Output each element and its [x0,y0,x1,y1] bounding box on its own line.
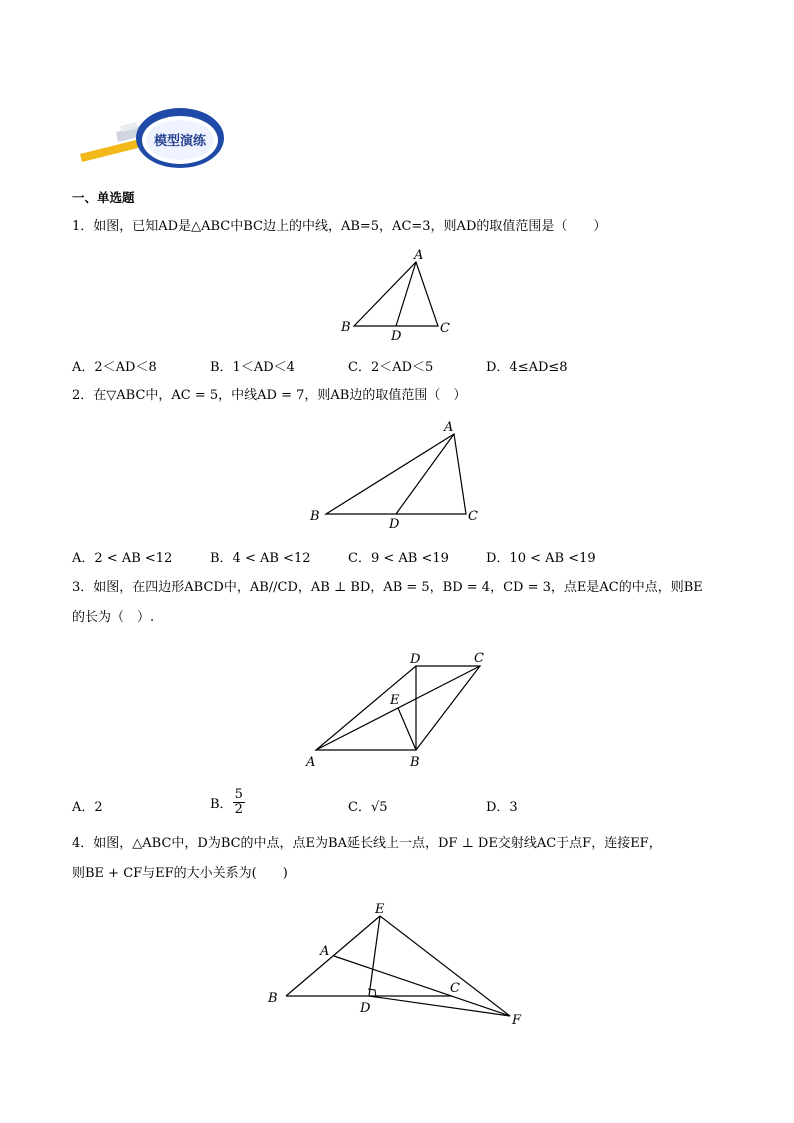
q4-stem-line2: 则BE + CF与EF的大小关系为( ) [72,866,288,881]
q4-stem-line1: 4．如图，△ABC中，D为BC的中点，点E为BA延长线上一点，DF ⊥ DE交射线AC于点F，连接EF， [72,836,662,851]
q4-label-c: C [450,981,460,996]
q3-label-e: E [390,693,400,708]
q3-label-c: C [474,651,484,666]
q3-segment-be [398,708,416,750]
q1-label-c: C [440,321,450,336]
q1-stem: 1．如图，已知AD是△ABC中BC边上的中线，AB=5，AC=3，则AD的取值范围是（ ） [72,219,607,234]
q4-label-f: F [512,1013,522,1028]
q3-option-b-prefix: B． [210,797,233,812]
q4-segment-ef [380,916,510,1016]
badge-text: 模型演练 [153,134,207,149]
q3-option-b-numerator: 5 [234,787,243,802]
q3-label-a: A [306,755,316,770]
q4-label-d: D [360,1001,371,1016]
q2-option-b[interactable]: B．4 < AB <12 [210,551,311,566]
q4-segment-de [369,916,380,996]
q4-line-be [286,916,380,996]
q2-label-d: D [389,517,400,532]
q1-label-b: B [341,320,351,335]
q2-option-d[interactable]: D．10 < AB <19 [486,551,596,566]
q4-label-b: B [268,991,278,1006]
pencil-icon [80,122,142,162]
q4-label-e: E [375,902,385,917]
q3-stem-line1: 3．如图，在四边形ABCD中，AB//CD，AB ⊥ BD，AB = 5，BD = 4，CD = 3，点E是AC的中点，则BE [72,580,703,595]
q3-stem-line2: 的长为（ ）. [72,610,155,625]
q3-option-b-denominator: 2 [234,802,243,817]
q3-option-d[interactable]: D．3 [486,800,518,815]
section-title: 一、单选题 [72,190,135,205]
q3-label-d: D [410,652,421,667]
q2-option-c[interactable]: C．9 < AB <19 [348,551,449,566]
q1-triangle-abc [354,262,438,326]
q2-label-a: A [444,420,454,435]
q3-option-b[interactable] [210,788,245,817]
q3-option-b-fraction [233,788,245,817]
q4-figure [262,898,532,1032]
badge-circle [136,108,224,168]
q1-label-d: D [391,329,402,342]
q2-label-b: B [310,509,320,524]
q1-option-a[interactable]: A．2＜AD＜8 [72,360,157,375]
q3-option-c[interactable]: C．√5 [348,800,388,815]
q2-label-c: C [468,509,478,524]
q1-figure [336,246,460,342]
q2-stem: 2．在▽ABC中，AC = 5，中线AD = 7，则AB边的取值范围（ ） [72,388,467,403]
q1-label-a: A [414,248,424,263]
q2-figure [306,414,486,534]
q3-label-b: B [410,755,420,770]
q1-option-d[interactable]: D．4≤AD≤8 [486,360,568,375]
q4-label-a: A [320,944,330,959]
q2-median-ad [396,434,454,514]
q2-option-a[interactable]: A．2 < AB <12 [72,551,173,566]
q3-figure [298,646,498,772]
q3-option-a[interactable]: A．2 [72,800,103,815]
header-badge [76,96,226,168]
q1-option-c[interactable]: C．2＜AD＜5 [348,360,434,375]
q1-option-b[interactable]: B．1＜AD＜4 [210,360,295,375]
